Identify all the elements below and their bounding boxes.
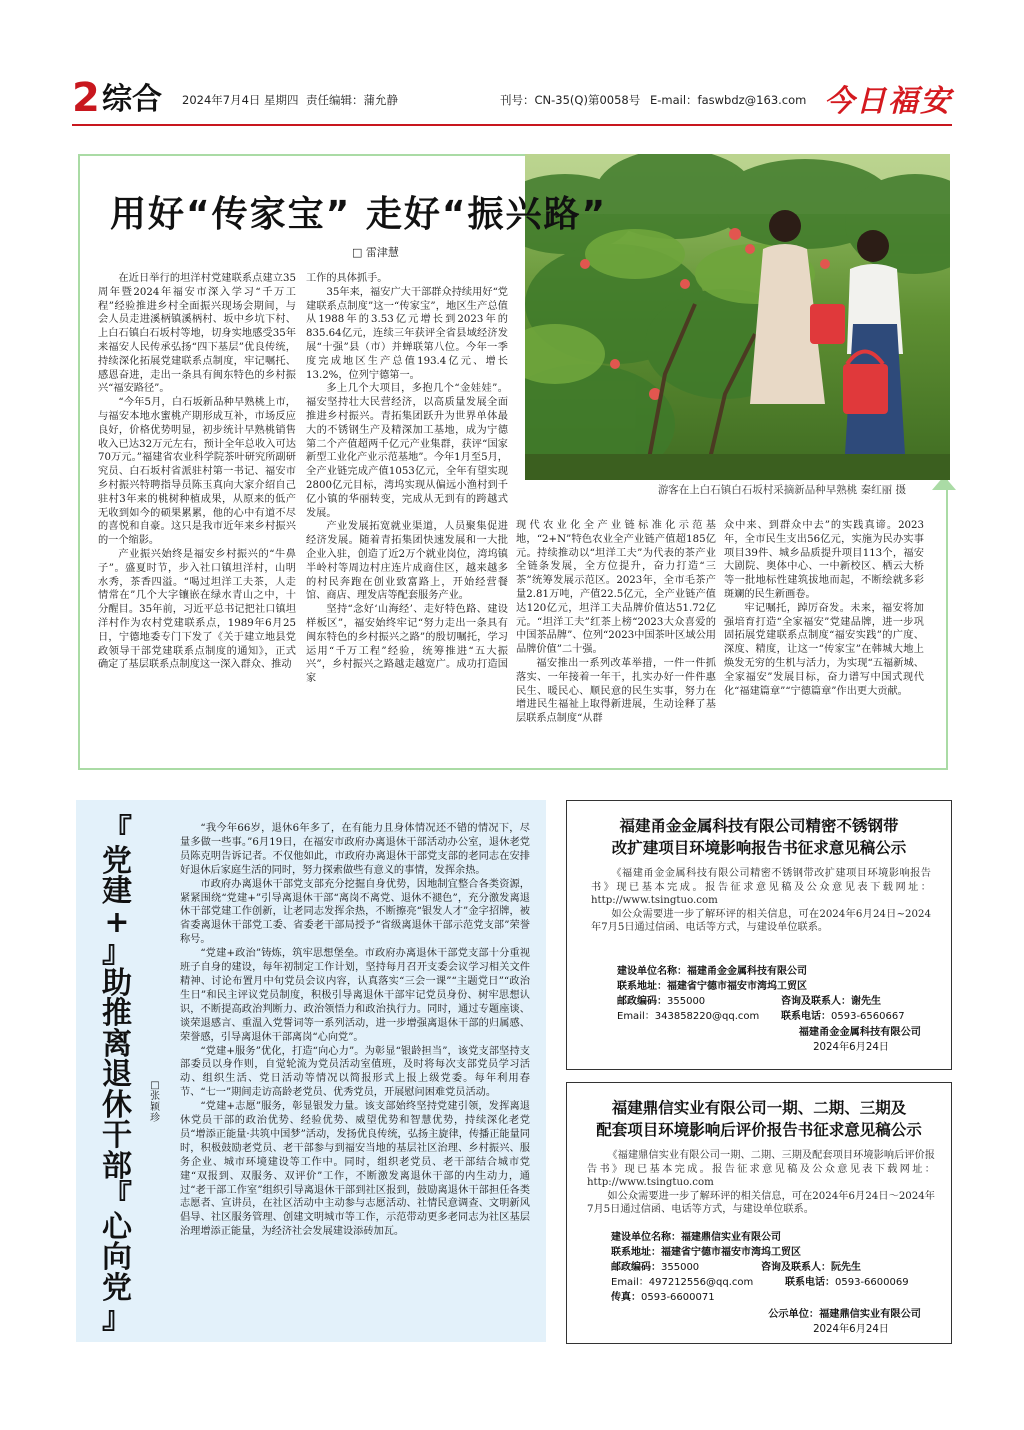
title-char: 退 [102,1057,132,1092]
signature-unit: 公示单位：福建鼎信实业有限公司 [768,1309,921,1320]
paragraph: 如公众需要进一步了解环评的相关信息，可在2024年6月24日～2024年7月5日通过信函、电话等方式，与建设单位联系。 [587,1190,935,1216]
paragraph: 现代农业化全产业链标准化示范基地，“2+N”特色农业全产业链产值超185亿元。持续推动以“坦洋工夫”为代表的茶产业全链条发展，全方位提升，奋力打造“三茶”统筹发展示范区。2023年，全市毛茶产量2.81万吨，产值22.5亿元，全产业链产值达120亿元，坦洋工夫品牌价值达51.72亿元。“坦洋工夫”红茶上榜“2023大众喜爱的中国茶品牌”、位列“2023中国茶叶区域公用品牌价值”二十强。 [516,520,716,656]
notice-unit: 建设单位名称：福建鼎信实业有限公司 [611,1232,781,1243]
paragraph: 市政府办离退休干部党支部充分挖掘自身优势，因地制宜整合各类资源，紧紧围绕“党建+”引导离退休干部“离岗不离党、退休不褪色”，充分激发离退休干部党建工作创新，让老同志发挥余热，不断擦亮“银发人才”金字招牌，被省委离退休干部党工委、省委老干部局授予“省级离退休干部示范党支部”荣誉称号。 [180,878,530,946]
title-char: 干 [102,1118,132,1153]
paragraph: 福安推出一系列改革举措，一件一件抓落实、一年接着一年干，扎实办好一件件惠民生、暖民心、顺民意的民生实事，努力在增进民生福祉上取得新进展，生动诠释了基层联系点制度“从群 [516,657,716,725]
paragraph: 35年来，福安广大干部群众持续用好“党建联系点制度”这一“传家宝”，地区生产总值从1988年的3.53亿元增长到2023年的835.64亿元，连续三年获评全省县域经济发展“十强”县（市）并蝉联第八位。今年一季度完成地区生产总值193.4亿元、增长13.2%，位列宁德第一。 [306,286,508,381]
title-char: 『 [102,813,132,848]
title-char: 』 [102,935,132,970]
signature-unit: 福建甬金金属科技有限公司 [798,1027,921,1038]
masthead-logo: 今日福安 [824,84,952,119]
paragraph: 如公众需要进一步了解环评的相关信息，可在2024年6月24日~2024年7月5日通过信函、电话等方式，与建设单位联系。 [591,908,931,934]
notice-body [591,867,931,935]
paragraph: 众中来、到群众中去”的实践真谛。2023年，全市民生支出56亿元，实施为民办实事项目39件、城乡品质提升项目113个，福安大剧院、奥体中心、一中新校区、栖云大桥等一批地标性建筑拔地而起，不断绘就多彩斑斓的民生新画卷。 [724,520,924,600]
top-article-column-2 [306,272,508,762]
paragraph: 牢记嘱托，踔厉奋发。未来，福安将加强培育打造“全家福安”党建品牌，进一步巩固拓展党建联系点制度“福安实践”的广度、深度、精度，让这一“传家宝”在韩城大地上焕发无穷的生机与活力，为实现“五福新城、全家福安”发展目标，奋力谱写中国式现代化“福建篇章”“宁德篇章”作出更大贡献。 [724,602,924,697]
notice-dingxin [566,1082,952,1344]
notice-unit: 建设单位名称：福建甬金金属科技有限公司 [617,966,807,977]
title-char: 心 [102,1209,132,1245]
paragraph: “党建+志愿”服务，彰显银发力量。该支部始终坚持党建引领，发挥离退休党员干部的政治优势、经验优势、威望优势和智慧优势，持续深化老党员“增添正能量·共筑中国梦”活动，发扬优良传统，弘扬主旋律，传播正能量同时，积极鼓励老党员、老干部参与到福安当地的基层社区治理、乡村振兴、服务企业、城市环境建设等工作中。同时，组织老党员、老干部结合城市党建“双报到、双服务、双评价”工作，不断激发离退休干部的内生动力，通过“老干部工作室”组织引导离退休干部到社区报到，鼓励离退休干部担任各类志愿者、宣讲员，在社区活动中主动参与志愿活动、社情民意调查、文明新风倡导、社区服务管理、创建文明城市等工作，示范带动更多老同志为社区基层治理增添正能量，为经济社会发展建设添砖加瓦。 [180,1101,530,1238]
notice-zip: 邮政编码：355000 [617,996,706,1007]
paragraph: 《福建鼎信实业有限公司一期、二期、三期及配套项目环境影响后评价报告书》现已基本完成。报告征求意见稿及公众意见表下载网址：http://www.tsingtuo.com [587,1150,935,1189]
title-char: 党 [102,1270,132,1306]
title-char: 助 [102,965,132,1001]
paragraph: 坚持“念好‘山海经’、走好特色路、建设样板区”，福安始终牢记“努力走出一条具有闽东特色的乡村振兴之路”的殷切嘱托，学习运用“千万工程”经验，统筹推进“五大振兴”，乡村振兴之路越走越宽广。成功打造国家 [306,604,508,685]
paragraph: 《福建甬金金属科技有限公司精密不锈钢带改扩建项目环境影响报告书》现已基本完成。报告征求意见稿及公众意见表下载网址：http://www.tsingtuo.com [591,868,931,907]
paragraph: “我今年66岁，退休6年多了，在有能力且身体情况还不错的情况下，尽量多做一些事。”6月19日，在福安市政府办离退休干部活动办公室，退休老党员陈克明告诉记者。不仅他如此，市政府办离退休干部党支部的老同志在安排好退休后家庭生活的同时，努力探索做些有意义的事情，发挥余热。 [180,823,530,876]
issue-number: 刊号：CN-35(Q)第0058号 [500,93,641,107]
editor-credit: 责任编辑：蒲允静 [306,93,398,107]
notice-title-line2: 配套项目环境影响后评价报告书征求意见稿公示 [596,1121,922,1139]
top-article-column-4 [724,519,924,762]
title-char: 部 [102,1148,132,1184]
contact-email: E-mail：faswbdz@163.com [650,93,807,107]
title-char: + [104,904,130,940]
notice-address: 联系地址：福建省宁德市福安市湾坞工贸区 [611,1247,801,1258]
header-rule [72,124,952,126]
title-char: 离 [102,1026,132,1062]
title-char: 『 [102,1179,132,1214]
notice-yongjin [566,800,952,1070]
page-header [72,76,952,122]
top-article-column-3 [516,519,716,762]
notice-email: Email：497212556@qq.com [611,1277,754,1288]
notice-address: 联系地址：福建省宁德市福安市湾坞工贸区 [617,981,807,992]
title-char: 休 [102,1087,132,1123]
notice-signature [799,1025,921,1055]
top-article-column-1 [98,272,296,762]
photo-caption: 游客在上白石镇白石坂村采摘新品种早熟桃 秦红丽 摄 [657,484,906,496]
paragraph: “党建+服务”优化，打造“向心力”。为彰显“银龄担当”，该党支部坚持支部委员以身作则，自觉轮流为党员活动室值班，及时将每次支部党员学习活动、组织生活、党日活动等情况以简报形式上报上级党委。每年利用春节、“七一”期间走访高龄老党员、优秀党员，开展慰问困难党员活动。 [180,1045,530,1099]
paragraph: 产业发展拓宽就业渠道，人员聚集促进经济发展。随着青拓集团快速发展和一大批企业入驻，创造了近2万个就业岗位，湾坞镇半岭村等周边村庄连片成商住区，越来越多的村民奔跑在创业致富路上，开始经营餐馆、商店、理发店等配套服务产业。 [306,521,508,602]
issue-date: 2024年7月4日 星期四 [182,93,299,107]
top-article-author: □ 雷津慧 [352,246,399,259]
notice-contact: 咨询及联系人：阮先生 [761,1262,861,1273]
signature-date: 2024年6月24日 [813,1324,889,1335]
signature-date: 2024年6月24日 [813,1042,889,1053]
title-char: 推 [102,996,132,1031]
top-article-title: 用好“传家宝” 走好“振兴路” [110,194,608,235]
notice-contact: 咨询及联系人：谢先生 [781,996,881,1007]
page-number: 2 [72,75,100,121]
paragraph: 工作的具体抓手。 [306,273,388,284]
left-article-title [92,813,142,1336]
paragraph: 产业振兴始终是福安乡村振兴的“牛鼻子”。盛夏时节，步入社口镇坦洋村，山明水秀，茶香四溢。“喝过坦洋工夫茶，人走情常在”几个大字镶嵌在绿水青山之中，十分醒目。35年前，习近平总书记把社口镇坦洋村作为农村党建联系点，1989年6月25日，宁德地委专门下发了《关于建立地县党政领导干部党建联系点制度的通知》，正式确定了基层联系点制度这一深入群众、推动 [98,548,296,671]
paragraph: “党建+政治”铸炼，筑牢思想堡垒。市政府办离退休干部党支部十分重视班子自身的建设，每年初制定工作计划，坚持每月召开支委会议学习相关文件精神、讨论布置月中旬党员会议内容，认真落实“三会一课”“主题党日”“政治生日”和民主评议党员制度，积极引导离退休干部牢记党员身份、树牢思想认识，不断提高政治判断力、政治领悟力和政治执行力。同时，通过专题座谈、谈荣退感言、重温入党誓词等一系列活动，进一步增强离退休干部的归属感、荣誉感，引导离退休干部离岗“心向党”。 [180,948,530,1043]
left-article-body [180,822,530,1332]
notice-email: Email：343858220@qq.com [617,1011,760,1022]
notice-signature [768,1307,921,1337]
paragraph: 在近日举行的坦洋村党建联系点建立35周年暨2024年福安市深入学习“千万工程”经验推进乡村全面振兴现场会期间，与会人员走进溪柄镇溪柄村、坂中乡坑下村、上白石镇白石坂村等地，切身实地感受35年来福安人民传承弘扬“四下基层”优良传统，持续深化拓展党建联系点制度，牢记嘱托、感恩奋进，走出一条具有闽东特色的乡村振兴“福安路径”。 [98,273,296,395]
notice-body [587,1149,935,1217]
section-title: 综合 [102,82,162,117]
title-char: 』 [102,1301,132,1336]
notice-zip: 邮政编码：355000 [611,1262,700,1273]
notice-fax: 传真：0593-6600071 [611,1292,715,1303]
paragraph: “今年5月，白石坂新品种早熟桃上市，与福安本地水蜜桃产期形成互补，市场反应良好，价格优势明显，初步统计早熟桃销售收入已达32万元左右，预计全年总收入可达70万元。”福建省农业科学院茶叶研究所副研究员、白石坂村省派驻村第一书记、福安市乡村振兴特聘指导员陈玉真向大家介绍自己驻村3年来的桃树种植成果，从原来的低产无收到如今的硕果累累，他的心中有道不尽的喜悦和自豪。这只是我市近年来乡村振兴的一个缩影。 [98,397,296,547]
left-article-author: □张颖珍 [150,1080,160,1124]
notice-title-line1: 福建甬金金属科技有限公司精密不锈钢带 [619,817,899,835]
notice-title-line1: 福建鼎信实业有限公司一期、二期、三期及 [611,1099,907,1117]
title-char: 向 [102,1240,132,1275]
title-char: 建 [102,874,132,909]
paragraph: 多上几个大项目，多抱几个“金娃娃”。福安坚持壮大民营经济，以高质量发展全面推进乡村振兴。青拓集团跃升为世界单体最大的不锈钢生产及精深加工基地，成为宁德第二个产值超两千亿元产业集群，获评“国家新型工业化产业示范基地”。今年1月至5月，全产业链完成产值1053亿元，全年有望实现2800亿元目标，湾坞实现从偏远小渔村到千亿小镇的华丽转变，完成从无到有的跨越式发展。 [306,383,508,519]
notice-phone: 联系电话：0593-6600069 [785,1277,909,1288]
notice-title-line2: 改扩建项目环境影响报告书征求意见稿公示 [611,839,907,857]
notice-phone: 联系电话：0593-6560667 [781,1011,905,1022]
title-char: 党 [102,843,132,879]
